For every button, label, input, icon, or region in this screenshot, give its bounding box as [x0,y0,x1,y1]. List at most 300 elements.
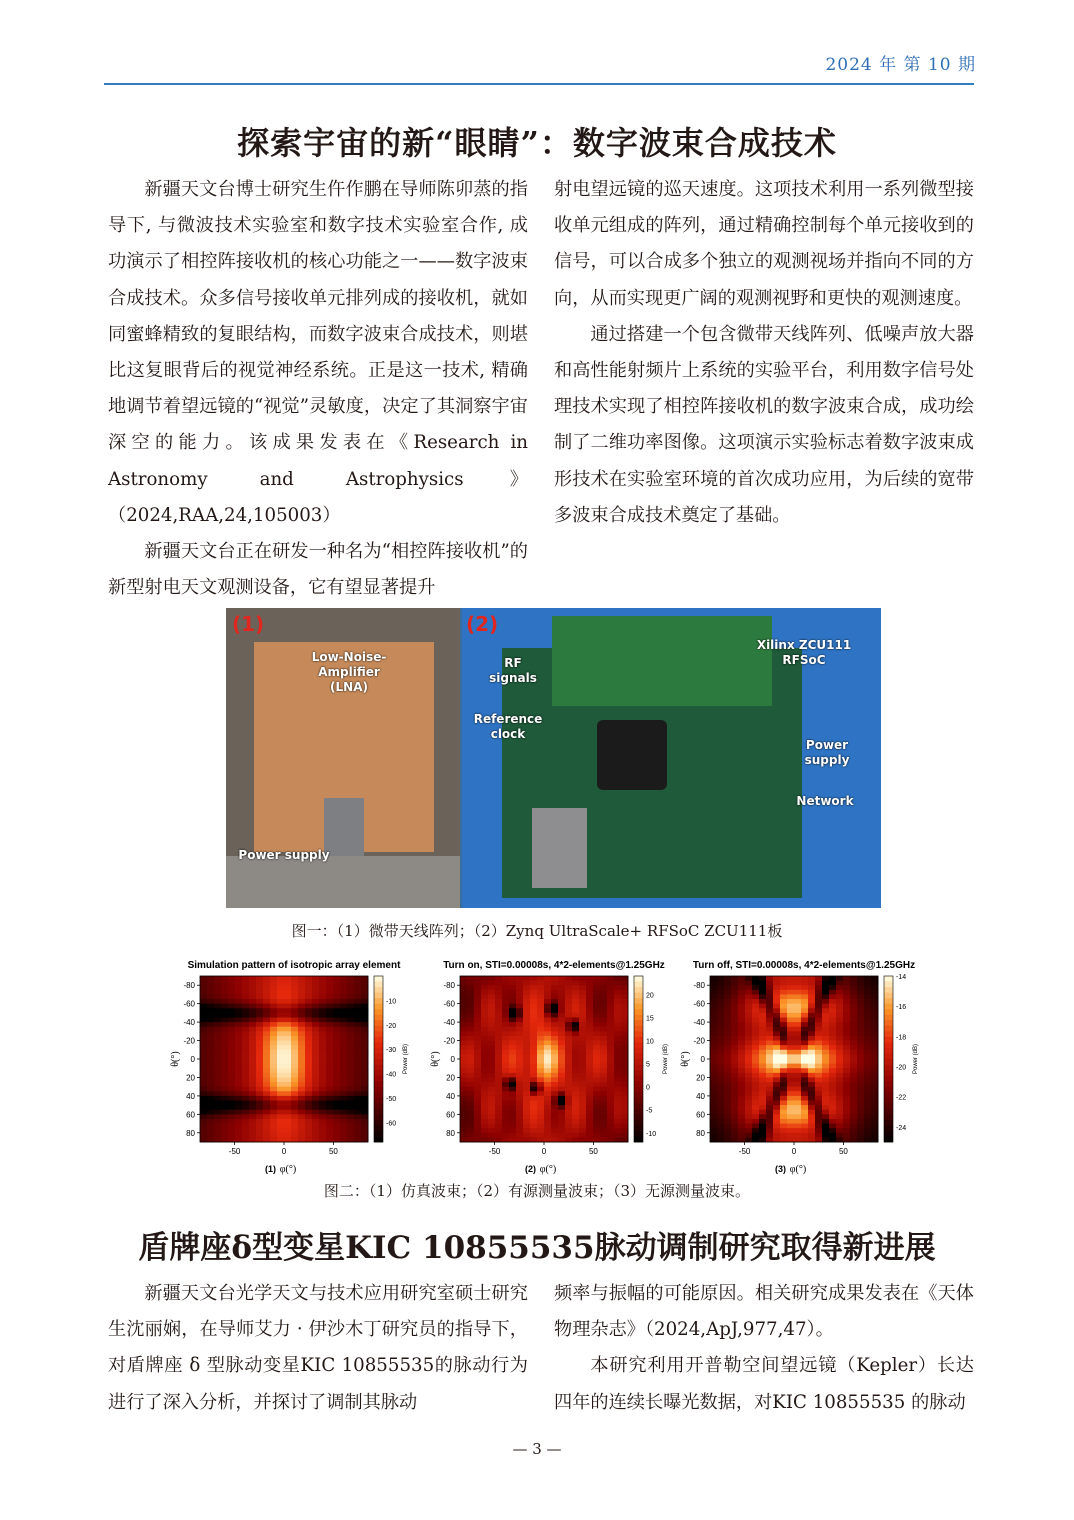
heatmap-cell [558,1119,565,1124]
heatmap-cell [621,1036,628,1041]
heatmap-cell [745,1022,752,1027]
heatmap-cell [843,1133,850,1138]
heatmap-cell [235,1045,242,1050]
heatmap-cell [523,1068,530,1073]
heatmap-cell [871,994,878,999]
heatmap-cell [621,1004,628,1009]
heatmap-cell [495,1031,502,1036]
heatmap-cell [710,985,717,990]
heatmap-cell [808,985,815,990]
heatmap-cell [523,1096,530,1101]
heatmap-cell [516,1018,523,1023]
heatmap-cell [481,1059,488,1064]
heatmap-cell [361,1008,368,1013]
heatmap-cell [710,1027,717,1032]
heatmap-cell [857,1027,864,1032]
heatmap-cell [326,1054,333,1059]
heatmap-cell [787,994,794,999]
heatmap-cell [474,1073,481,1078]
heatmap-cell [551,1114,558,1119]
heatmap-cell [460,981,467,986]
heatmap-cell [340,1050,347,1055]
heatmap-cell [621,1031,628,1036]
heatmap-cell [621,985,628,990]
heatmap-cell [340,1013,347,1018]
heatmap-cell [460,1105,467,1110]
heatmap-cell [801,1101,808,1106]
heatmap-cell [565,1133,572,1138]
heatmap-cell [347,1050,354,1055]
heatmap-cell [544,1073,551,1078]
heatmap-cell [242,1045,249,1050]
heatmap-cell [745,1110,752,1115]
heatmap-cell [277,1027,284,1032]
heatmap-cell [291,1087,298,1092]
heatmap-cell [270,1059,277,1064]
heatmap-cell [773,976,780,981]
heatmap-cell [340,1114,347,1119]
heatmap-cell [333,1133,340,1138]
heatmap-cell [228,1114,235,1119]
heatmap-cell [621,1105,628,1110]
heatmap-cell [312,1114,319,1119]
heatmap-cell [284,1013,291,1018]
heatmap-cell [467,1004,474,1009]
heatmap-cell [731,1031,738,1036]
heatmap-cell [724,999,731,1004]
colorbar-segment [884,1042,893,1048]
heatmap-cell [221,1114,228,1119]
heatmap-title: Turn off, STI=0.00008s, 4*2-elements@1.25GHz [692,960,916,971]
heatmap-cell [263,1096,270,1101]
heatmap-cell [305,1110,312,1115]
heatmap-cell [495,1068,502,1073]
heatmap-cell [523,1059,530,1064]
heatmap-cell [544,994,551,999]
heatmap-cell [593,1128,600,1133]
heatmap-cell [864,1091,871,1096]
heatmap-cell [460,1036,467,1041]
heatmap-cell [347,1022,354,1027]
heatmap-cell [200,994,207,999]
heatmap-cell [766,981,773,986]
heatmap-cell [752,1110,759,1115]
heatmap-cell [509,1064,516,1069]
heatmap-cell [488,994,495,999]
heatmap-cell [558,1077,565,1082]
heatmap-cell [759,990,766,995]
heatmap-cell [787,1082,794,1087]
heatmap-cell [766,1124,773,1129]
heatmap-cell [773,1008,780,1013]
heatmap-cell [333,1022,340,1027]
heatmap-cell [579,1036,586,1041]
heatmap-cell [467,1133,474,1138]
heatmap-cell [558,1105,565,1110]
heatmap-cell [467,1073,474,1078]
heatmap-cell [607,1096,614,1101]
heatmap-cell [731,1027,738,1032]
heatmap-cell [516,1105,523,1110]
heatmap-cell [731,1041,738,1046]
heatmap-cell [509,1077,516,1082]
heatmap-cell [277,1018,284,1023]
heatmap-cell [284,1068,291,1073]
heatmap-cell [221,1119,228,1124]
heatmap-cell [829,1027,836,1032]
heatmap-cell [850,1018,857,1023]
heatmap-cell [579,1087,586,1092]
heatmap-cell [263,1022,270,1027]
heatmap-cell [277,1036,284,1041]
heatmap-cell [822,1004,829,1009]
colorbar-segment [634,976,643,982]
heatmap-cell [516,1087,523,1092]
heatmap-cell [871,1050,878,1055]
heatmap-cell [361,1013,368,1018]
heatmap-cell [221,1045,228,1050]
heatmap-cell [871,1054,878,1059]
heatmap-cell [766,1091,773,1096]
heatmap-cell [200,1022,207,1027]
heatmap-cell [277,1073,284,1078]
heatmap-cell [277,1054,284,1059]
heatmap-cell [284,1087,291,1092]
heatmap-cell [263,1119,270,1124]
heatmap-cell [284,1050,291,1055]
heatmap-cell [502,990,509,995]
heatmap-cell [291,994,298,999]
heatmap-cell [326,1091,333,1096]
colorbar-segment [634,1081,643,1087]
heatmap-cell [759,1128,766,1133]
heatmap-cell [738,1064,745,1069]
heatmap-cell [717,1022,724,1027]
heatmap-cell [523,1022,530,1027]
heatmap-cell [717,1068,724,1073]
heatmap-cell [773,1133,780,1138]
heatmap-cell [593,1073,600,1078]
heatmap-cell [298,976,305,981]
heatmap-cell [530,994,537,999]
heatmap-cell [843,1119,850,1124]
heatmap-cell [829,990,836,995]
heatmap-cell [474,1050,481,1055]
heatmap-cell [551,981,558,986]
heatmap-cell [850,1064,857,1069]
heatmap-cell [502,1064,509,1069]
y-tick-label: 20 [186,1073,195,1083]
heatmap-cell [530,1064,537,1069]
heatmap-cell [509,1004,516,1009]
colorbar-segment [884,1048,893,1054]
heatmap-cell [263,1082,270,1087]
heatmap-cell [298,1119,305,1124]
heatmap-cell [572,1101,579,1106]
heatmap-cell [319,1027,326,1032]
heatmap-cell [460,1082,467,1087]
heatmap-cell [843,1027,850,1032]
heatmap-cell [544,1045,551,1050]
heatmap-cell [836,1004,843,1009]
heatmap-cell [801,976,808,981]
heatmap-cell [502,985,509,990]
heatmap-cell [829,1054,836,1059]
heatmap-cell [857,1036,864,1041]
heatmap-cell [558,1073,565,1078]
heatmap-cell [284,1027,291,1032]
heatmap-cell [857,1059,864,1064]
colorbar-segment [634,1031,643,1037]
heatmap-cell [759,994,766,999]
heatmap-cell [829,1110,836,1115]
heatmap-cell [794,981,801,986]
heatmap-cell [242,1101,249,1106]
heatmap-cell [808,1124,815,1129]
heatmap-cell [759,1087,766,1092]
heatmap-cell [298,1077,305,1082]
heatmap-cell [347,1041,354,1046]
heatmap-cell [214,1119,221,1124]
heatmap-cell [759,1124,766,1129]
heatmap-cell [326,1101,333,1106]
heatmap-cell [857,1013,864,1018]
heatmap-cell [516,990,523,995]
heatmap-cell [270,1013,277,1018]
heatmap-cell [200,1013,207,1018]
heatmap-cell [523,1031,530,1036]
heatmap-cell [361,1050,368,1055]
heatmap-cell [481,1027,488,1032]
heatmap-cell [249,1036,256,1041]
heatmap-cell [724,1050,731,1055]
heatmap-cell [607,1050,614,1055]
heatmap-cell [621,1124,628,1129]
heatmap-cell [249,994,256,999]
heatmap-cell [822,990,829,995]
heatmap-cell [256,1050,263,1055]
heatmap-cell [361,985,368,990]
heatmap-cell [801,1027,808,1032]
heatmap-cell [312,985,319,990]
heatmap-cell [579,1018,586,1023]
heatmap-cell [801,1064,808,1069]
heatmap-cell [614,1045,621,1050]
colorbar-tick-label: 20 [646,992,654,1000]
heatmap-cell [766,1119,773,1124]
heatmap-cell [607,1031,614,1036]
heatmap-cell [759,1050,766,1055]
heatmap-cell [467,1036,474,1041]
heatmap-cell [731,1073,738,1078]
heatmap-cell [731,1064,738,1069]
heatmap-cell [773,1059,780,1064]
heatmap-cell [354,1105,361,1110]
heatmap-cell [857,1124,864,1129]
heatmap-cell [221,976,228,981]
heatmap-cell [256,1105,263,1110]
heatmap-cell [780,1091,787,1096]
heatmap-cell [235,1004,242,1009]
colorbar-segment [374,1109,383,1115]
heatmap-cell [829,999,836,1004]
heatmap-cell [207,1050,214,1055]
power-supply-right-label: Power supply [804,738,850,767]
heatmap-cell [801,1082,808,1087]
heatmap-cell [829,1031,836,1036]
heatmap-cell [207,1064,214,1069]
heatmap-cell [270,1041,277,1046]
heatmap-cell [263,1091,270,1096]
heatmap-cell [780,990,787,995]
heatmap-cell [621,1133,628,1138]
heatmap-cell [586,1073,593,1078]
heatmap-cell [745,1128,752,1133]
heatmap-cell [361,1068,368,1073]
heatmap-cell [270,1073,277,1078]
heatmap-cell [298,985,305,990]
heatmap-cell [857,1050,864,1055]
heatmap-cell [745,1064,752,1069]
heatmap-cell [319,976,326,981]
heatmap-cell [200,1054,207,1059]
heatmap-cell [284,999,291,1004]
heatmap-cell [857,1064,864,1069]
heatmap-cell [745,1082,752,1087]
heatmap-cell [745,1124,752,1129]
heatmap-cell [752,1087,759,1092]
heatmap-cell [207,990,214,995]
heatmap-cell [731,1045,738,1050]
heatmap-cell [256,1082,263,1087]
heatmap-cell [621,1064,628,1069]
heatmap-cell [228,1045,235,1050]
heatmap-cell [221,1068,228,1073]
heatmap-cell [242,1133,249,1138]
heatmap-cell [551,1082,558,1087]
heatmap-cell [467,985,474,990]
heatmap-cell [801,1119,808,1124]
heatmap-2 [430,960,669,1175]
heatmap-cell [481,1041,488,1046]
heatmap-cell [291,981,298,986]
heatmap-cell [801,1073,808,1078]
colorbar-tick-label: -5 [646,1107,653,1115]
heatmap-cell [565,1013,572,1018]
heatmap-cell [843,1114,850,1119]
heatmap-cell [579,994,586,999]
heatmap-cell [326,1073,333,1078]
heatmap-cell [614,1110,621,1115]
x-tick-label: 50 [328,1147,338,1156]
heatmap-cell [474,1013,481,1018]
heatmap-cell [530,1124,537,1129]
heatmap-cell [354,999,361,1004]
heatmap-cell [871,1031,878,1036]
heatmap-cell [347,1114,354,1119]
heatmap-cell [214,985,221,990]
heatmap-cell [572,1064,579,1069]
heatmap-cell [565,1077,572,1082]
heatmap-cell [214,1050,221,1055]
heatmap-cell [207,1059,214,1064]
heatmap-cell [801,1018,808,1023]
heatmap-cell [270,999,277,1004]
heatmap-cell [822,1013,829,1018]
heatmap-cell [731,1036,738,1041]
heatmap-cell [745,976,752,981]
heatmap-cell [319,994,326,999]
heatmap-cell [621,1054,628,1059]
heatmap-cell [787,1045,794,1050]
heatmap-cell [361,1064,368,1069]
heatmap-cell [558,1008,565,1013]
heatmap-cell [481,1124,488,1129]
heatmap-cell [551,1059,558,1064]
heatmap-cell [759,1068,766,1073]
heatmap-cell [731,1077,738,1082]
heatmap-cell [738,1022,745,1027]
heatmap-cell [600,1013,607,1018]
heatmap-cell [787,1119,794,1124]
heatmap-cell [710,990,717,995]
heatmap-cell [263,1105,270,1110]
heatmap-cell [509,981,516,986]
heatmap-cell [745,1013,752,1018]
heatmap-cell [263,1041,270,1046]
heatmap-cell [502,1105,509,1110]
heatmap-cell [565,1045,572,1050]
heatmap-cell [298,990,305,995]
heatmap-cell [354,1068,361,1073]
heatmap-cell [857,1068,864,1073]
heatmap-cell [593,1114,600,1119]
heatmap-cell [766,1105,773,1110]
heatmap-cell [537,1101,544,1106]
heatmap-cell [593,990,600,995]
heatmap-cell [551,1073,558,1078]
heatmap-cell [256,1018,263,1023]
heatmap-cell [495,1036,502,1041]
heatmap-cell [312,1054,319,1059]
heatmap-cell [759,1041,766,1046]
heatmap-cell [467,990,474,995]
heatmap-cell [326,999,333,1004]
y-tick-label: 0 [190,1055,195,1064]
heatmap-cell [326,1027,333,1032]
heatmap-cell [516,1031,523,1036]
heatmap-cell [214,1124,221,1129]
heatmap-cell [263,1008,270,1013]
heatmap-cell [235,976,242,981]
heatmap-cell [780,1082,787,1087]
heatmap-cell [242,1077,249,1082]
heatmap-cell [752,1050,759,1055]
heatmap-cell [544,1105,551,1110]
heatmap-cell [787,1110,794,1115]
heatmap-cell [305,985,312,990]
heatmap-cell [586,1059,593,1064]
heatmap-cell [871,1105,878,1110]
heatmap-cell [766,1041,773,1046]
heatmap-cell [850,1068,857,1073]
heatmap-cell [488,1082,495,1087]
heatmap-cell [249,1091,256,1096]
heatmap-cell [460,990,467,995]
heatmap-cell [340,1054,347,1059]
heatmap-cell [801,1054,808,1059]
heatmap-cell [710,1068,717,1073]
